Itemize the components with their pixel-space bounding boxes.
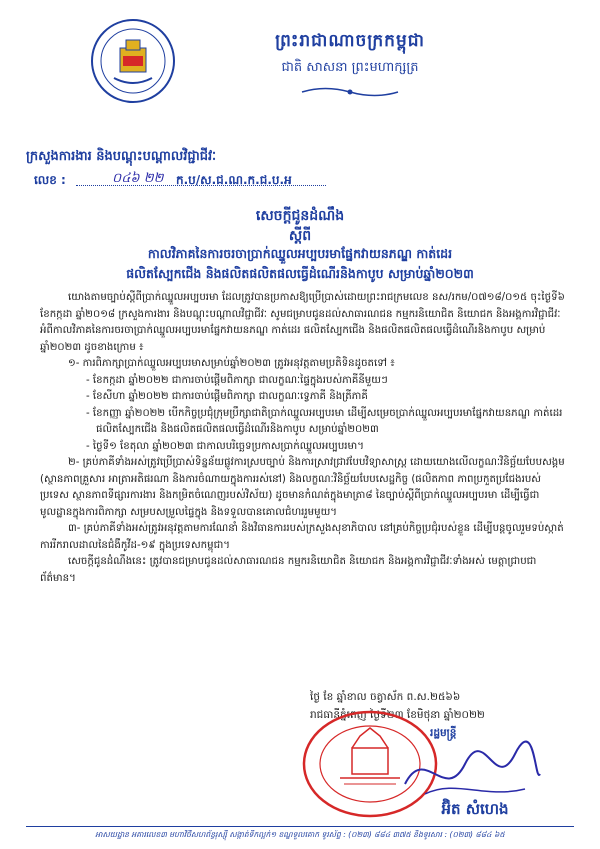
signer-name: អ៊ិត សំហេង (441, 800, 509, 818)
point-3: ៣- គ្រប់ភាគីទាំងអស់ត្រូវអនុវត្តតាមការណែនាំ និងវិធានការរបស់ក្រសួងសុខាភិបាល នៅគ្រប់កិច្ចប្រជុំរបស់ខ្លួន ដើម្បីបន្តចូលរួមទប់ស្កាត់ការរីករាលដាលនៃជំងឺកូវីដ-១៩ ក្នុងប្រទេសកម្ពុជា។ (40, 523, 564, 551)
reference-dotted-line (76, 185, 326, 186)
intro-paragraph: យោងតាមច្បាប់ស្តីពីប្រាក់ឈ្នួលអប្បបរមា ដែលត្រូវបានប្រកាសឱ្យប្រើប្រាស់ដោយព្រះរាជក្រមលេខ នស/រកម/០៧១៨/០១៥ ចុះថ្ងៃទី៦ ខែកក្កដា ឆ្នាំ២០១៨ ក្រសួងការងារ និងបណ្តុះបណ្តាលវិជ្ជាជីវៈ សូមជម្រាបជូនដល់សាធារណជន កម្មករនិយោជិត និយោជក និងអង្គការវិជ្ជាជីវៈ អំពីកាលវិភាគនៃការចរចាប្រាក់ឈ្នួលអប្បបរមាផ្នែកវាយនភណ្ឌ កាត់ដេរ ផលិតស្បែកជើង និងផលិតផលិតផលធ្វើដំណើរនិងកាបូប សម្រាប់ឆ្នាំ២០២៣ ដូចខាងក្រោម ៖ (40, 292, 565, 353)
notice-subject-line2: ផលិតស្បែកជើង និងផលិតផលិតផលធ្វើដំណើរនិងកាបូប សម្រាប់ឆ្នាំ២០២៣ (126, 266, 474, 281)
ornament-divider (300, 84, 400, 98)
notice-title: សេចក្តីជូនដំណឹង (255, 208, 345, 224)
bullet-item: - ខែកញ្ញា ឆ្នាំ២០២២ បើកកិច្ចប្រជុំក្រុមប្រឹក្សាជាតិប្រាក់ឈ្នួលអប្បបរមា ដើម្បីសម្រេចប្រាក់ឈ្នួលអប្បបរមាផ្នែកវាយនភណ្ឌ កាត់ដេរ ផលិតស្បែកជើង និងផលិតផលិតផលធ្វើដំណើរនិងកាបូប សម្រាប់ឆ្នាំ២០២៣ (86, 407, 563, 435)
bullet-item: - ខែកក្កដា ឆ្នាំ២០២២ ជាការចាប់ផ្តើមពិភាក្សា ជាលក្ខណៈផ្ទៃក្នុងរបស់ភាគីនីមួយៗ (86, 374, 388, 386)
reference-label: លេខ : (34, 173, 66, 187)
footer-divider (26, 826, 574, 827)
reference-line (26, 170, 326, 190)
footer-address: អាសយដ្ឋាន អគារលេខ៣ មហាវិថីសហព័ន្ធរុស្ស៊ី សង្កាត់ទឹកល្អក់១ ខណ្ឌទួលគោក ទូរស័ព្ទ : (០២៣) ៨៨៤ ៣៧៥ និងទូរសារ : (០២៣) ៨៨៤ ៦៥ (95, 830, 505, 839)
reference-number: ០៤៦ ២២ (112, 171, 164, 186)
point-2: ២- គ្រប់ភាគីទាំងអស់ត្រូវប្រើប្រាស់ទិន្នន័យផ្លូវការស្របច្បាប់ និងការស្រាវជ្រាវបែបវិទ្យាសាស្ត្រ ដោយយោងលើលក្ខណៈវិនិច្ឆ័យបែបសង្គម (ស្ថានភាពគ្រួសារ អាត្រាអតិផរណា និងការចំណាយក្នុងការរស់នៅ) និងលក្ខណៈវិនិច្ឆ័យបែបសេដ្ឋកិច្ច (ផលិតភាព ភាពប្រកួតប្រជែងរបស់ប្រទេស ស្ថានភាពទីផ្សារការងារ និងកម្រិតចំណេញរបស់វិស័យ) ដូចមានកំណត់ក្នុងមាត្រា៨ នៃច្បាប់ស្តីពីប្រាក់ឈ្នួលអប្បបរមា ដើម្បីធ្វើជាមូលដ្ឋានក្នុងការពិភាក្សា សម្របសម្រួលផ្ទៃក្នុង និងទទួលបានគោលជំហររួមមួយ។ (40, 457, 565, 518)
notice-subject-label: ស្តីពី (288, 228, 312, 244)
minister-title: រដ្ឋមន្ត្រី (430, 727, 457, 739)
reference-code: ក.ប/ស.ជ.ណ.ក.ជ.ប.អ (176, 173, 292, 187)
bullet-item: - ខែសីហា ឆ្នាំ២០២២ ជាការចាប់ផ្តើមពិភាក្សា ជាលក្ខណៈទ្វេភាគី និងត្រីភាគី (86, 391, 368, 402)
national-motto: ជាតិ សាសនា ព្រះមហាក្សត្រ (281, 60, 419, 75)
ministry-logo (90, 18, 176, 104)
ministry-name: ក្រសួងការងារ និងបណ្តុះបណ្តាលវិជ្ជាជីវៈ (26, 149, 217, 164)
kingdom-header (200, 30, 500, 78)
point-1: ១- ការពិភាក្សាប្រាក់ឈ្នួលអប្បបរមាសម្រាប់ឆ្នាំ២០២៣ ត្រូវអនុវត្តតាមប្រតិទិនដូចតទៅ ៖ (68, 358, 395, 369)
kingdom-title: ព្រះរាជាណាចក្រកម្ពុជា (275, 31, 425, 51)
notice-subject-line1: កាលវិភាគនៃការចរចាប្រាក់ឈ្នួលអប្បបរមាផ្នែកវាយនភណ្ឌ កាត់ដេរ (147, 246, 453, 261)
solar-date: រាជធានីភ្នំពេញ ថ្ងៃទី២៣ ខែមិថុនា ឆ្នាំ២០២២ (310, 709, 485, 721)
bullet-item: - ថ្ងៃទី១ ខែតុលា ឆ្នាំ២០២៣ ជាកាលបរិច្ឆេទប្រកាសប្រាក់ឈ្នួលអប្បបរមា។ (86, 440, 364, 452)
lunar-date: ថ្ងៃ ខែ ឆ្នាំខាល ចត្វាស័ក ព.ស.២៥៦៦ (310, 691, 461, 703)
closing-paragraph: សេចក្តីជូនដំណឹងនេះ ត្រូវបានជម្រាបជូនដល់សាធារណជន កម្មករនិយោជិត និយោជក និងអង្គការវិជ្ជាជីវៈទាំងអស់ មេត្តាជ្រាបជាព័ត៌មាន។ (40, 556, 537, 584)
notice-body (40, 290, 565, 587)
